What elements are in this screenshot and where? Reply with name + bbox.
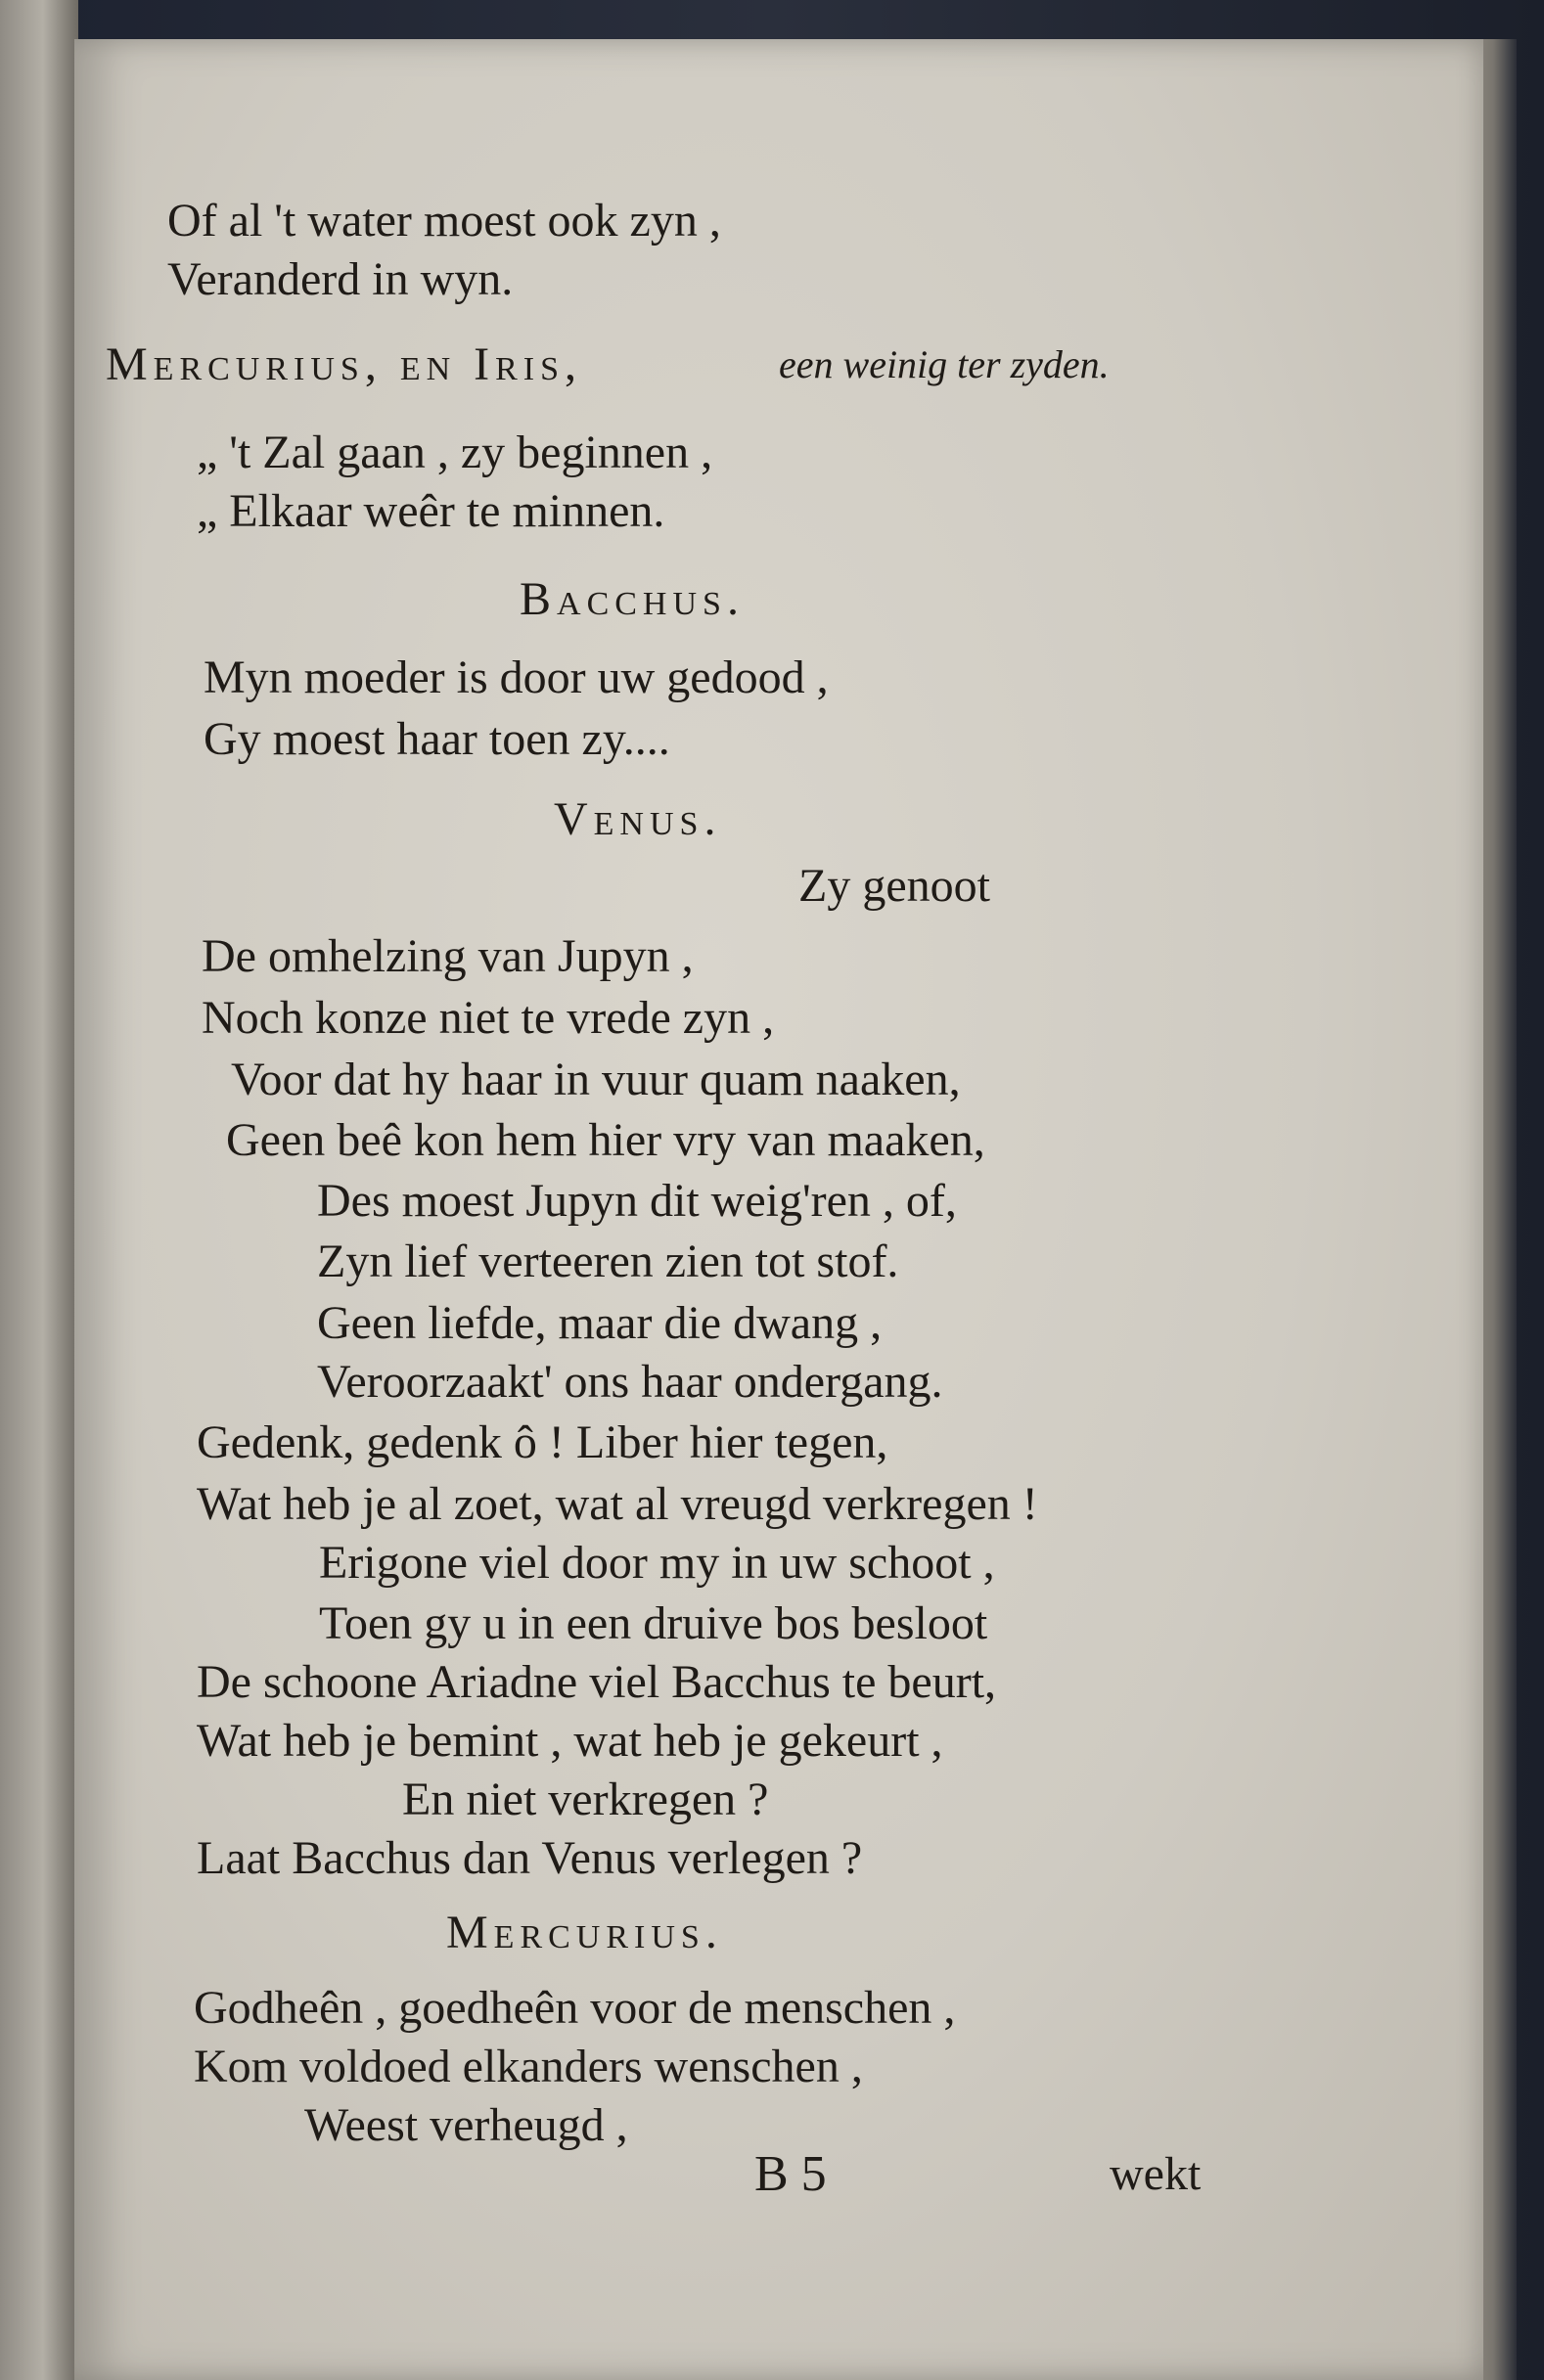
verse-line: Des moest Jupyn dit weig'ren , of, <box>317 1175 957 1227</box>
verse-line: Of al 't water moest ook zyn , <box>167 195 721 247</box>
verse-line: De omhelzing van Jupyn , <box>202 930 694 982</box>
verse-line: Noch konze niet te vrede zyn , <box>202 992 775 1044</box>
verse-line: Gy moest haar toen zy.... <box>204 713 670 765</box>
left-page-edge <box>0 0 78 2380</box>
verse-line: Godheên , goedheên voor de menschen , <box>194 1982 956 2034</box>
verse-line: Laat Bacchus dan Venus verlegen ? <box>197 1832 863 1884</box>
speaker-heading: Mercurius, en Iris, <box>106 338 583 390</box>
verse-line: Wat heb je al zoet, wat al vreugd verkregen ! <box>197 1478 1038 1530</box>
signature-mark: B 5 <box>754 2146 827 2202</box>
verse-line: Geen beê kon hem hier vry van maaken, <box>226 1114 985 1166</box>
stage-direction: een weinig ter zyden. <box>779 342 1110 386</box>
verse-line: Toen gy u in een druive bos besloot <box>319 1597 988 1649</box>
verse-line: „ 't Zal gaan , zy beginnen , <box>197 427 713 478</box>
verse-line: En niet verkregen ? <box>402 1774 769 1825</box>
speaker-heading: Bacchus. <box>520 573 745 625</box>
verse-line: Gedenk, gedenk ô ! Liber hier tegen, <box>197 1416 888 1468</box>
verse-line: Zy genoot <box>798 860 990 912</box>
speaker-heading: Mercurius. <box>446 1907 723 1958</box>
verse-line: Kom voldoed elkanders wenschen , <box>194 2041 863 2092</box>
verse-line: Voor dat hy haar in vuur quam naaken, <box>231 1054 961 1105</box>
verse-line: Wat heb je bemint , wat heb je gekeurt , <box>197 1715 943 1767</box>
verse-line: Zyn lief verteeren zien tot stof. <box>317 1235 899 1287</box>
catchword: wekt <box>1110 2148 1202 2200</box>
verse-line: Erigone viel door my in uw schoot , <box>319 1537 995 1589</box>
verse-line: Myn moeder is door uw gedood , <box>204 651 829 703</box>
verse-line: Weest verheugd , <box>304 2099 628 2151</box>
verse-line: „ Elkaar weêr te minnen. <box>197 485 665 537</box>
verse-line: Veroorzaakt' ons haar ondergang. <box>317 1356 943 1408</box>
verse-line: Veranderd in wyn. <box>167 253 514 305</box>
verse-line: De schoone Ariadne viel Bacchus te beurt, <box>197 1656 997 1708</box>
speaker-heading: Venus. <box>554 793 722 845</box>
verse-line: Geen liefde, maar die dwang , <box>317 1297 883 1349</box>
book-page <box>74 39 1483 2380</box>
